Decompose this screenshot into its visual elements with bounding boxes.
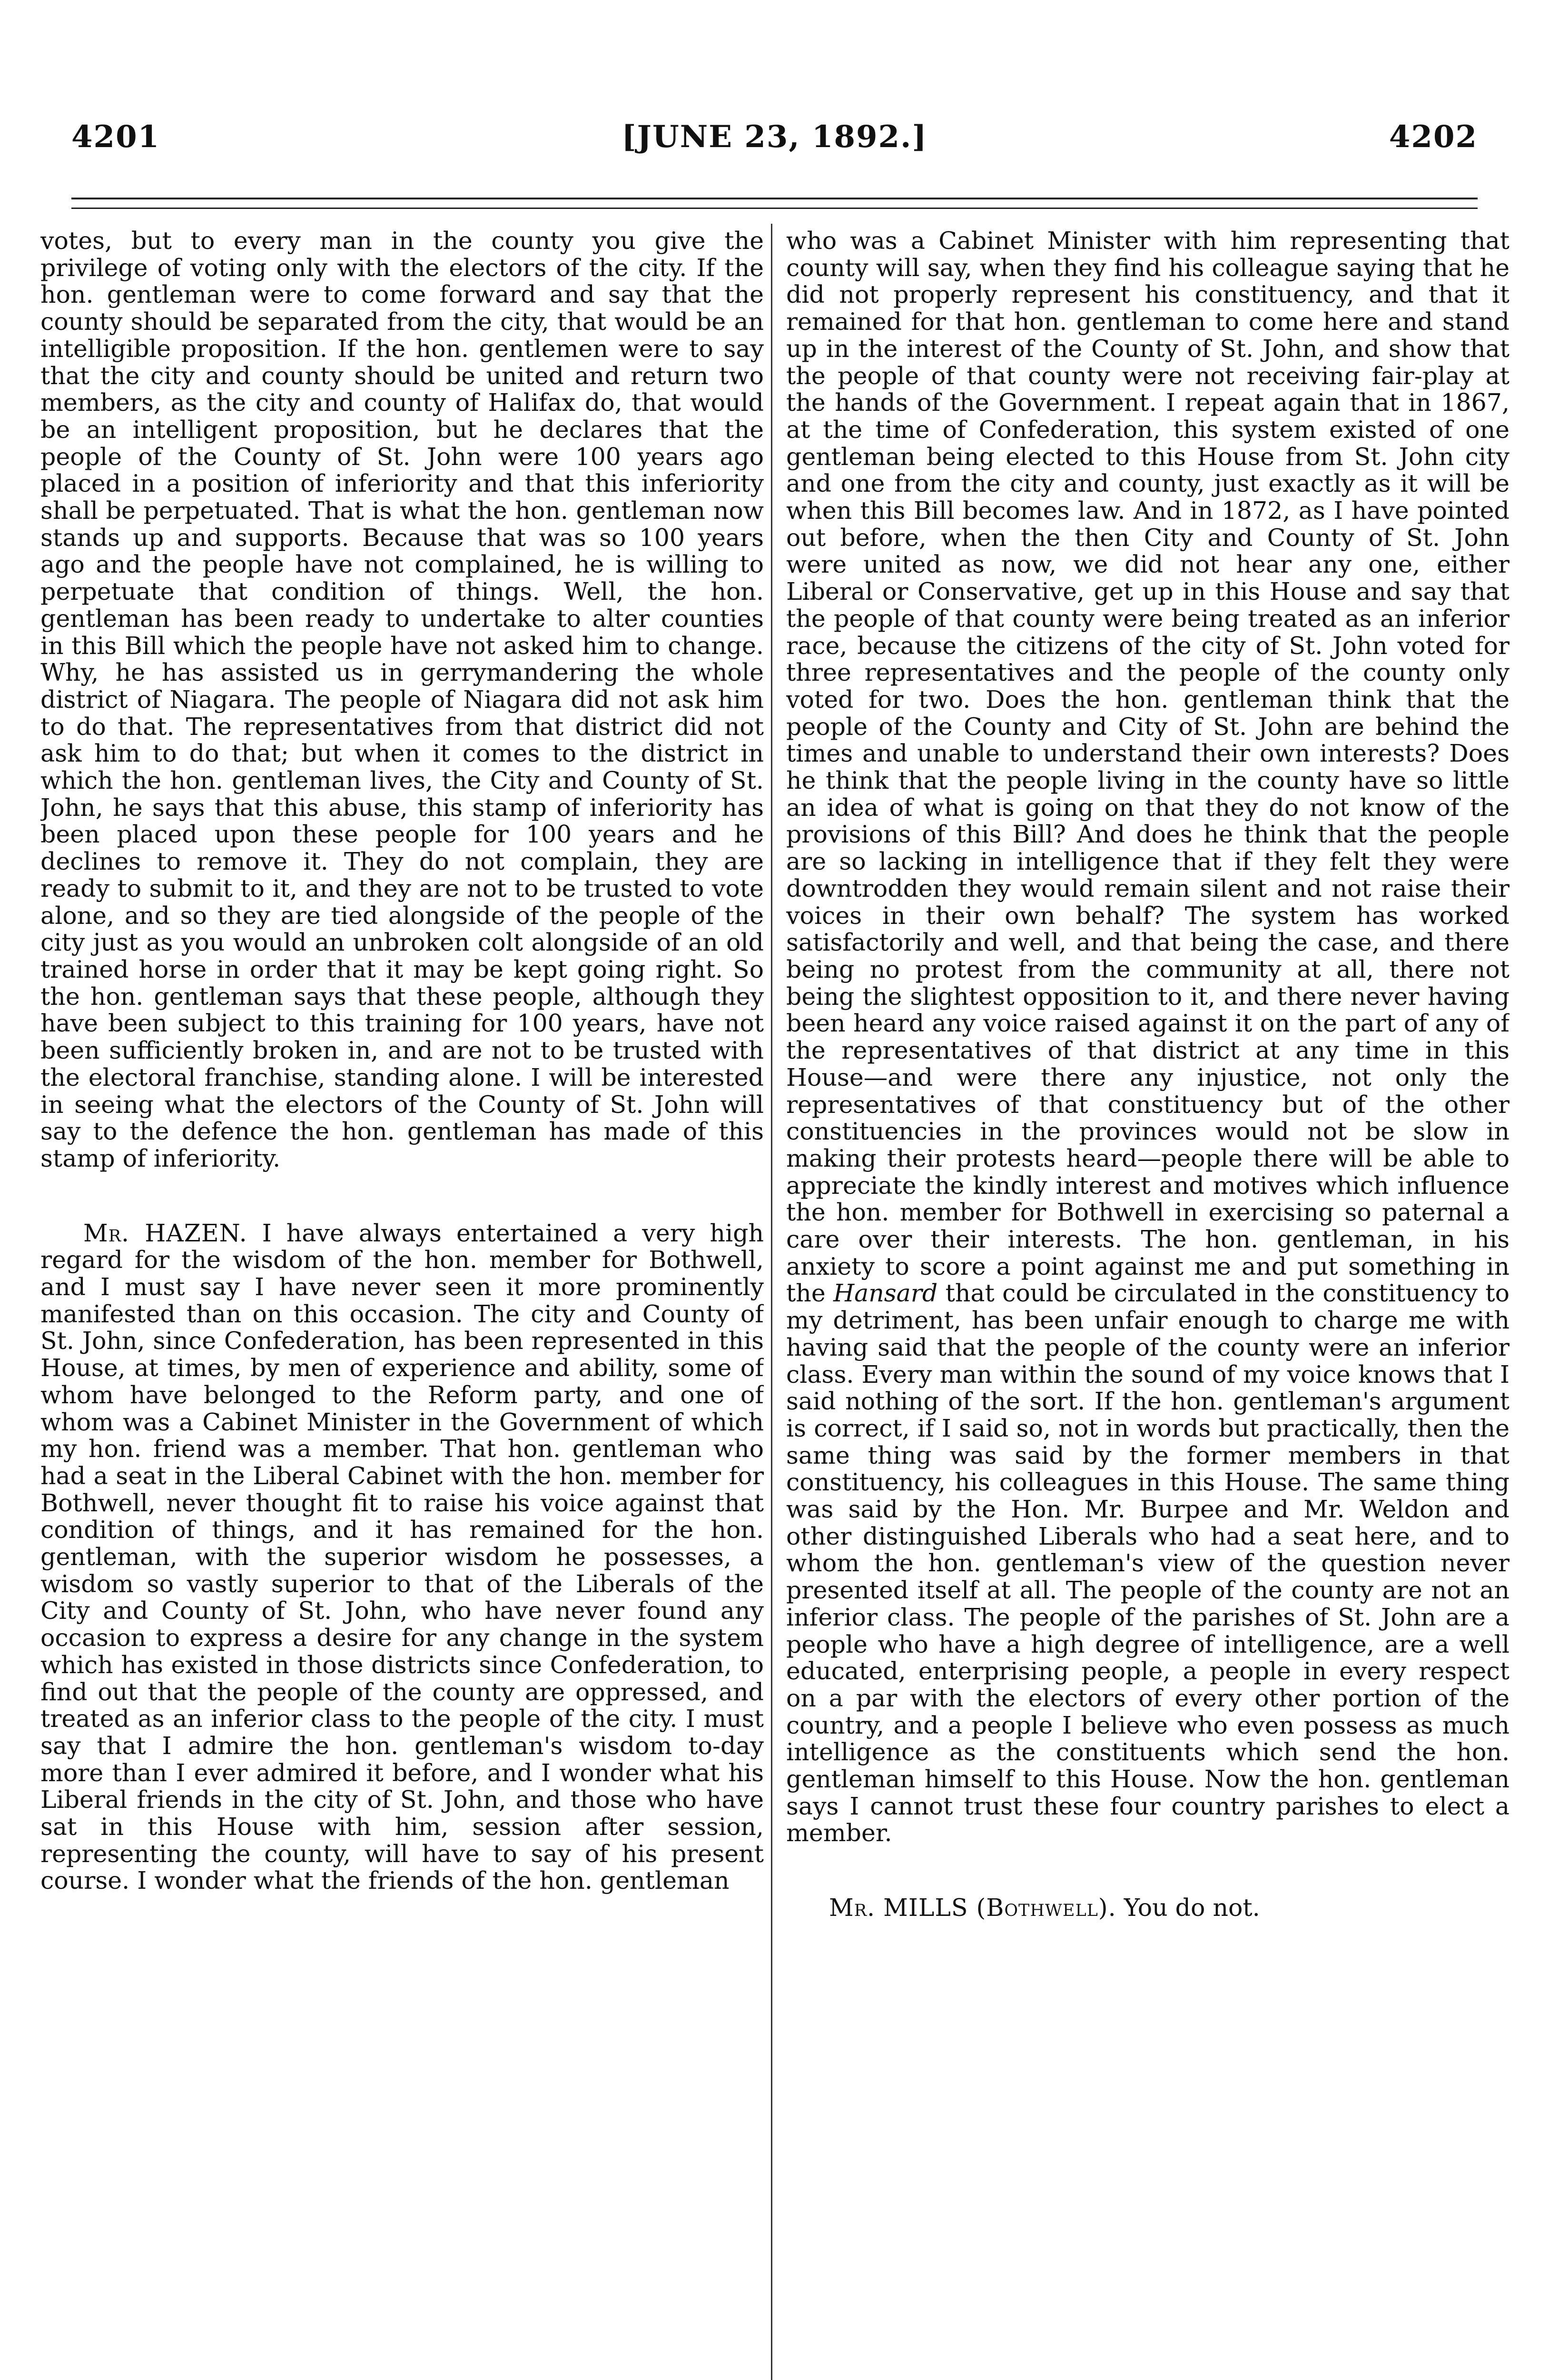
header-rule-top [71, 198, 1478, 199]
right-column [786, 228, 1510, 2380]
right-paragraph-continued [786, 228, 1510, 1847]
page-header [71, 119, 1478, 162]
left-speech-hazen [40, 1220, 764, 1895]
right-speech-mills [786, 1894, 1510, 1922]
speech-text: You do not. [1124, 1894, 1260, 1922]
paragraph-text-part-a: who was a Cabinet Minister with him representing that county will say, when they find his colleague saying that he did not properly represent his constituency, and that it remained for that hon. gentleman to come here and stand up in the interest of the County of St. John, and show that the people of that county were not receiving fair-play at the hands of the Government. I repeat again that in 1867, at the time of Confederation, this system existed of one gentleman being elected to this House from St. John city and one from the city and county, just exactly as it will be when this Bill becomes law. And in 1872, as I have pointed out before, when the then City and County of St. John were united as now, we did not hear any one, either Liberal or Conservative, get up in this House and say that the people of that county were being treated as an inferior race, because the citizens of the city of St. John voted for three representatives and the people of the county only voted for two. Does the hon. gentleman think that the people of the County and City of St. John are behind the times and unable to understand their own interests? Does he think that the people living in the county have so little an idea of what is going on that they do not know of the provisions of this Bill? And does he think that the people are so lacking in intelligence that if they felt they were downtrodden they would remain silent and not raise their voices in their own behalf? The system has worked satisfactorily and well, and that being the case, and there being no protest from the community at all, there not being the slightest opposition to it, and there never having been heard any voice raised against it on the part of any of the representatives of that district at any time in this House—and were there any injustice, not only the representatives of that constituency but of the other constituencies in the provinces would not be slow in making their protests heard—people there will be able to appreciate the kindly interest and motives which influence the hon. member for Bothwell in exercising so paternal a care over their interests. The hon. gentleman, in his anxiety to score a point against me and put something in the [786, 228, 1510, 1308]
speaker-name: Mr. HAZEN. [83, 1219, 247, 1247]
speech-text: I have always entertained a very high regard for the wisdom of the hon. member for Bothwell, and I must say I have never seen it more prominently manifested than on this occasion. The city and County of St. John, since Confederation, has been represented in this House, at times, by men of experience and ability, some of whom have belonged to the Reform party, and one of whom was a Cabinet Minister in the Government of which my hon. friend was a member. That hon. gentleman who had a seat in the Liberal Cabinet with the hon. member for Bothwell, never thought fit to raise his voice against that condition of things, and it has remained for the hon. gentleman, with the superior wisdom he possesses, a wisdom so vastly superior to that of the Liberals of the City and County of St. John, who have never found any occasion to express a desire for any change in the system which has existed in those districts since Confederation, to find out that the people of the county are oppressed, and treated as an inferior class to the people of the city. I must say that I admire the hon. gentleman's wisdom to-day more than I ever admired it before, and I wonder what his Liberal friends in the city of St. John, and those who have sat in this House with him, session after session, representing the county, will have to say of his present course. I wonder what the friends of the hon. gentleman [40, 1219, 764, 1895]
paragraph-text-part-b: that could be circulated in the constituency to my detriment, has been unfair enough to charge me with having said that the people of the county were an inferior class. Every man within the sound of my voice knows that I said nothing of the sort. If the hon. gentleman's argument is correct, if I said so, not in words but practically, then the same thing was said by the former members in that constituency, his colleagues in this House. The same thing was said by the Hon. Mr. Burpee and Mr. Weldon and other distinguished Liberals who had a seat here, and to whom the hon. gentleman's view of the question never presented itself at all. The people of the county are not an inferior class. The people of the parishes of St. John are a people who have a high degree of intelligence, are a well educated, enterprising people, a people in every respect on a par with the electors of every other portion of the country, and a people I believe who even possess as much intelligence as the constituents which send the hon. gentleman himself to this House. Now the hon. gentleman says I cannot trust these four country parishes to elect a member. [786, 1279, 1510, 1847]
page-date: [JUNE 23, 1892.] [622, 119, 927, 155]
header-rule-bottom [71, 208, 1478, 209]
page-number-left: 4201 [71, 119, 160, 155]
hansard-italic: Hansard [833, 1279, 938, 1308]
page-number-right: 4202 [1389, 119, 1478, 155]
speaker-name: Mr. MILLS (Bothwell). [829, 1894, 1116, 1922]
left-paragraph-continued: votes, but to every man in the county you give the privilege of voting only with the electors of the city. If the hon. gentleman were to come forward and say that the county should be separated from the city, that would be an intelligible proposition. If the hon. gentlemen were to say that the city and county should be united and return two members, as the city and county of Halifax do, that would be an intelligent proposition, but he declares that the people of the County of St. John were 100 years ago placed in a position of inferiority and that this inferiority shall be perpetuated. That is what the hon. gentleman now stands up and supports. Because that was so 100 years ago and the people have not complained, he is willing to perpetuate that condition of things. Well, the hon. gentleman has been ready to undertake to alter counties in this Bill which the people have not asked him to change. Why, he has assisted us in gerrymandering the whole district of Niagara. The people of Niagara did not ask him to do that. The representatives from that district did not ask him to do that; but when it comes to the district in which the hon. gentleman lives, the City and County of St. John, he says that this abuse, this stamp of inferiority has been placed upon these people for 100 years and he declines to remove it. They do not complain, they are ready to submit to it, and they are not to be trusted to vote alone, and so they are tied alongside of the people of the city just as you would an unbroken colt alongside of an old trained horse in order that it may be kept going right. So the hon. gentleman says that these people, although they have been subject to this training for 100 years, have not been sufficiently broken in, and are not to be trusted with the electoral franchise, standing alone. I will be interested in seeing what the electors of the County of St. John will say to the defence the hon. gentleman has made of this stamp of inferiority. [40, 228, 764, 1172]
left-column [40, 228, 764, 2380]
column-divider [771, 224, 772, 2380]
